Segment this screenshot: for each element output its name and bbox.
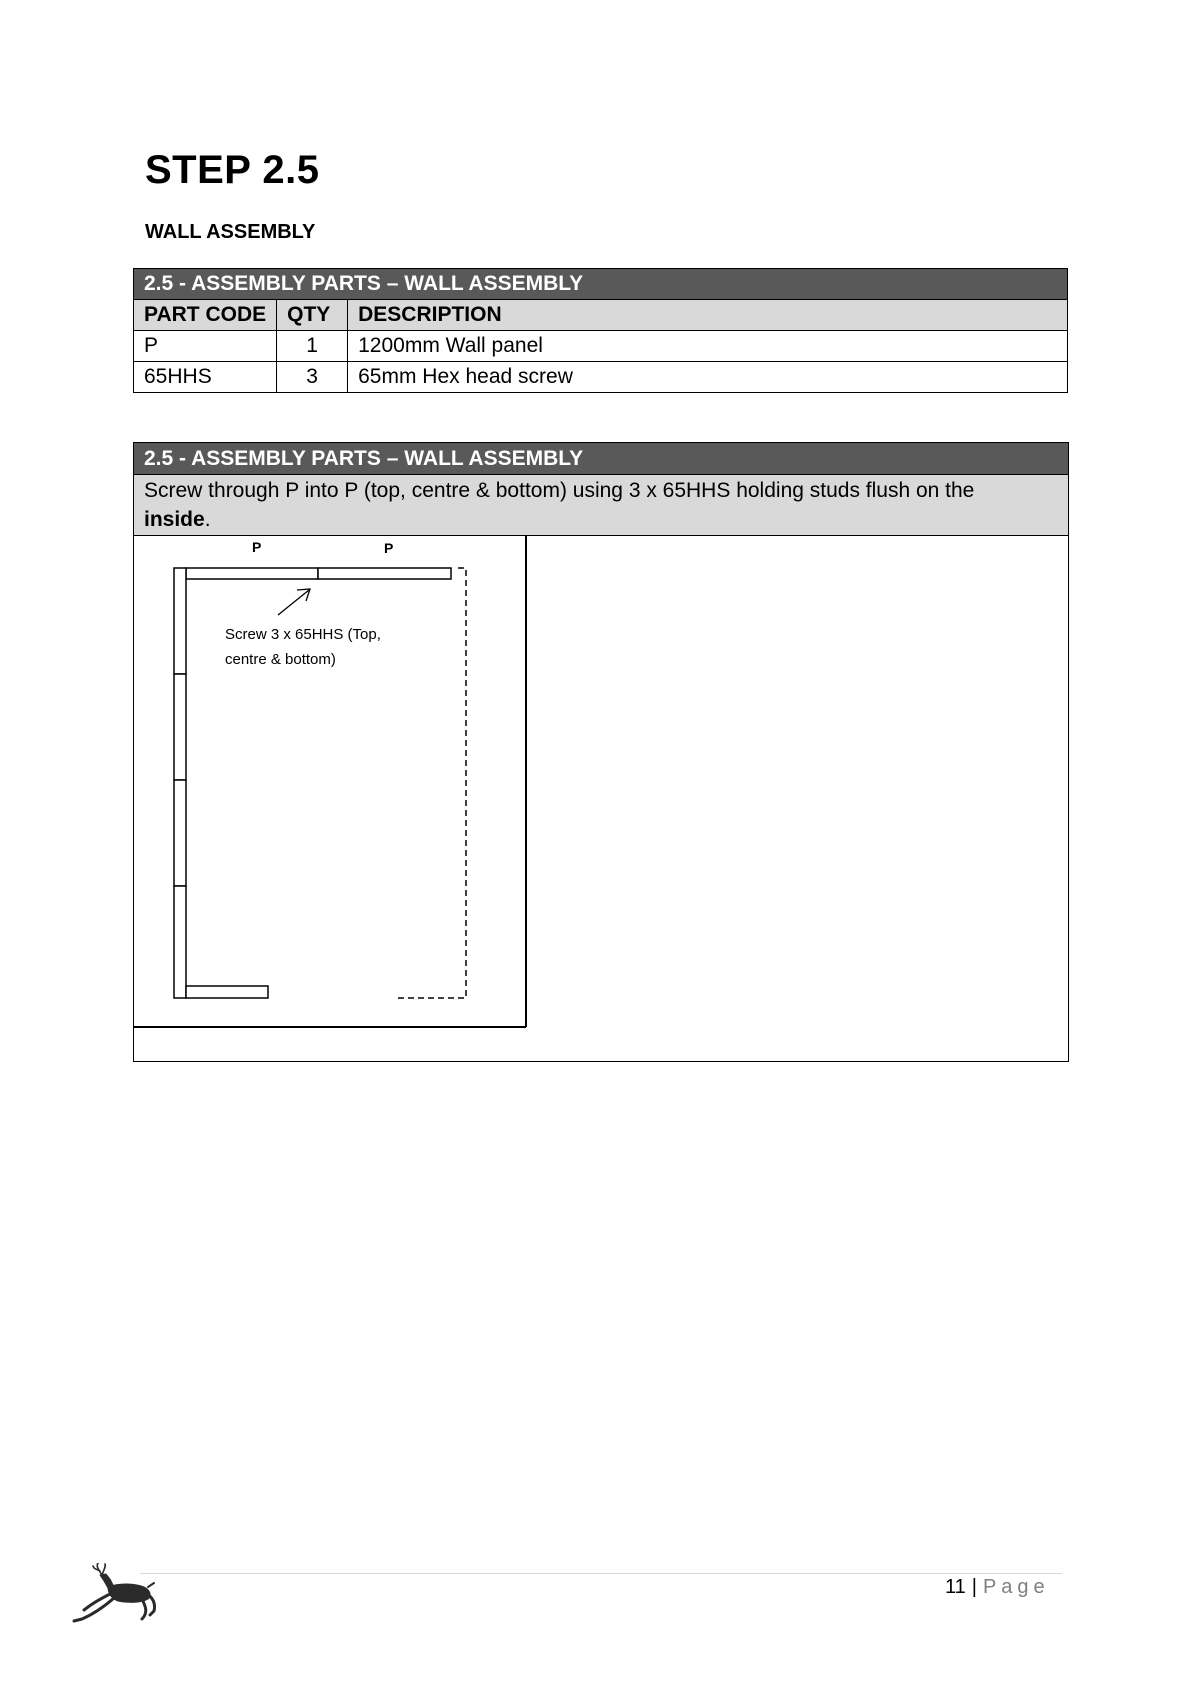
top-panel-right [318, 568, 451, 579]
row-description: 1200mm Wall panel [348, 331, 1068, 362]
instruction-text-end: . [204, 508, 211, 531]
table-row [134, 362, 1068, 393]
left-panel-4 [174, 886, 186, 998]
diagram-label-right-p: P [384, 540, 394, 556]
top-panel-left [186, 568, 318, 579]
row-qty: 1 [277, 331, 348, 362]
leaping-deer-logo-icon [62, 1563, 162, 1623]
instruction-box [133, 442, 1069, 1062]
wall-assembly-diagram [134, 535, 534, 1061]
parts-table-title-row [134, 269, 1068, 300]
page-number [945, 1576, 1050, 1599]
left-panel-3 [174, 780, 186, 886]
header-description: DESCRIPTION [348, 300, 1068, 331]
row-part-code: 65HHS [134, 362, 277, 393]
instruction-text-main: Screw through P into P (top, centre & bottom) using 3 x 65HHS holding studs flush on the [144, 479, 975, 502]
instruction-text [134, 475, 1068, 536]
row-description: 65mm Hex head screw [348, 362, 1068, 393]
arrow-shaft [278, 590, 309, 615]
parts-table-header-row [134, 300, 1068, 331]
step-subtitle: WALL ASSEMBLY [145, 221, 316, 243]
parts-table [133, 268, 1068, 393]
header-part-code: PART CODE [134, 300, 277, 331]
parts-table-title: 2.5 - ASSEMBLY PARTS – WALL ASSEMBLY [134, 269, 1068, 300]
left-panel-2 [174, 674, 186, 780]
diagram-note-line2: centre & bottom) [225, 651, 336, 668]
left-panel-1 [174, 568, 186, 674]
diagram-note-line1: Screw 3 x 65HHS (Top, [225, 626, 381, 643]
dashed-wall-outline [398, 568, 466, 998]
page-separator: | [971, 1576, 977, 1598]
row-part-code: P [134, 331, 277, 362]
table-row [134, 331, 1068, 362]
page-word: Page [982, 1576, 1050, 1598]
footer-divider [140, 1573, 1062, 1574]
page-number-value: 11 [945, 1576, 966, 1598]
row-qty: 3 [277, 362, 348, 393]
bottom-panel-stub [186, 986, 268, 998]
instruction-text-bold: inside [144, 508, 205, 531]
header-qty: QTY [277, 300, 348, 331]
instruction-box-title: 2.5 - ASSEMBLY PARTS – WALL ASSEMBLY [134, 443, 1068, 475]
step-title: STEP 2.5 [145, 148, 320, 192]
diagram-label-left-p: P [252, 539, 262, 555]
